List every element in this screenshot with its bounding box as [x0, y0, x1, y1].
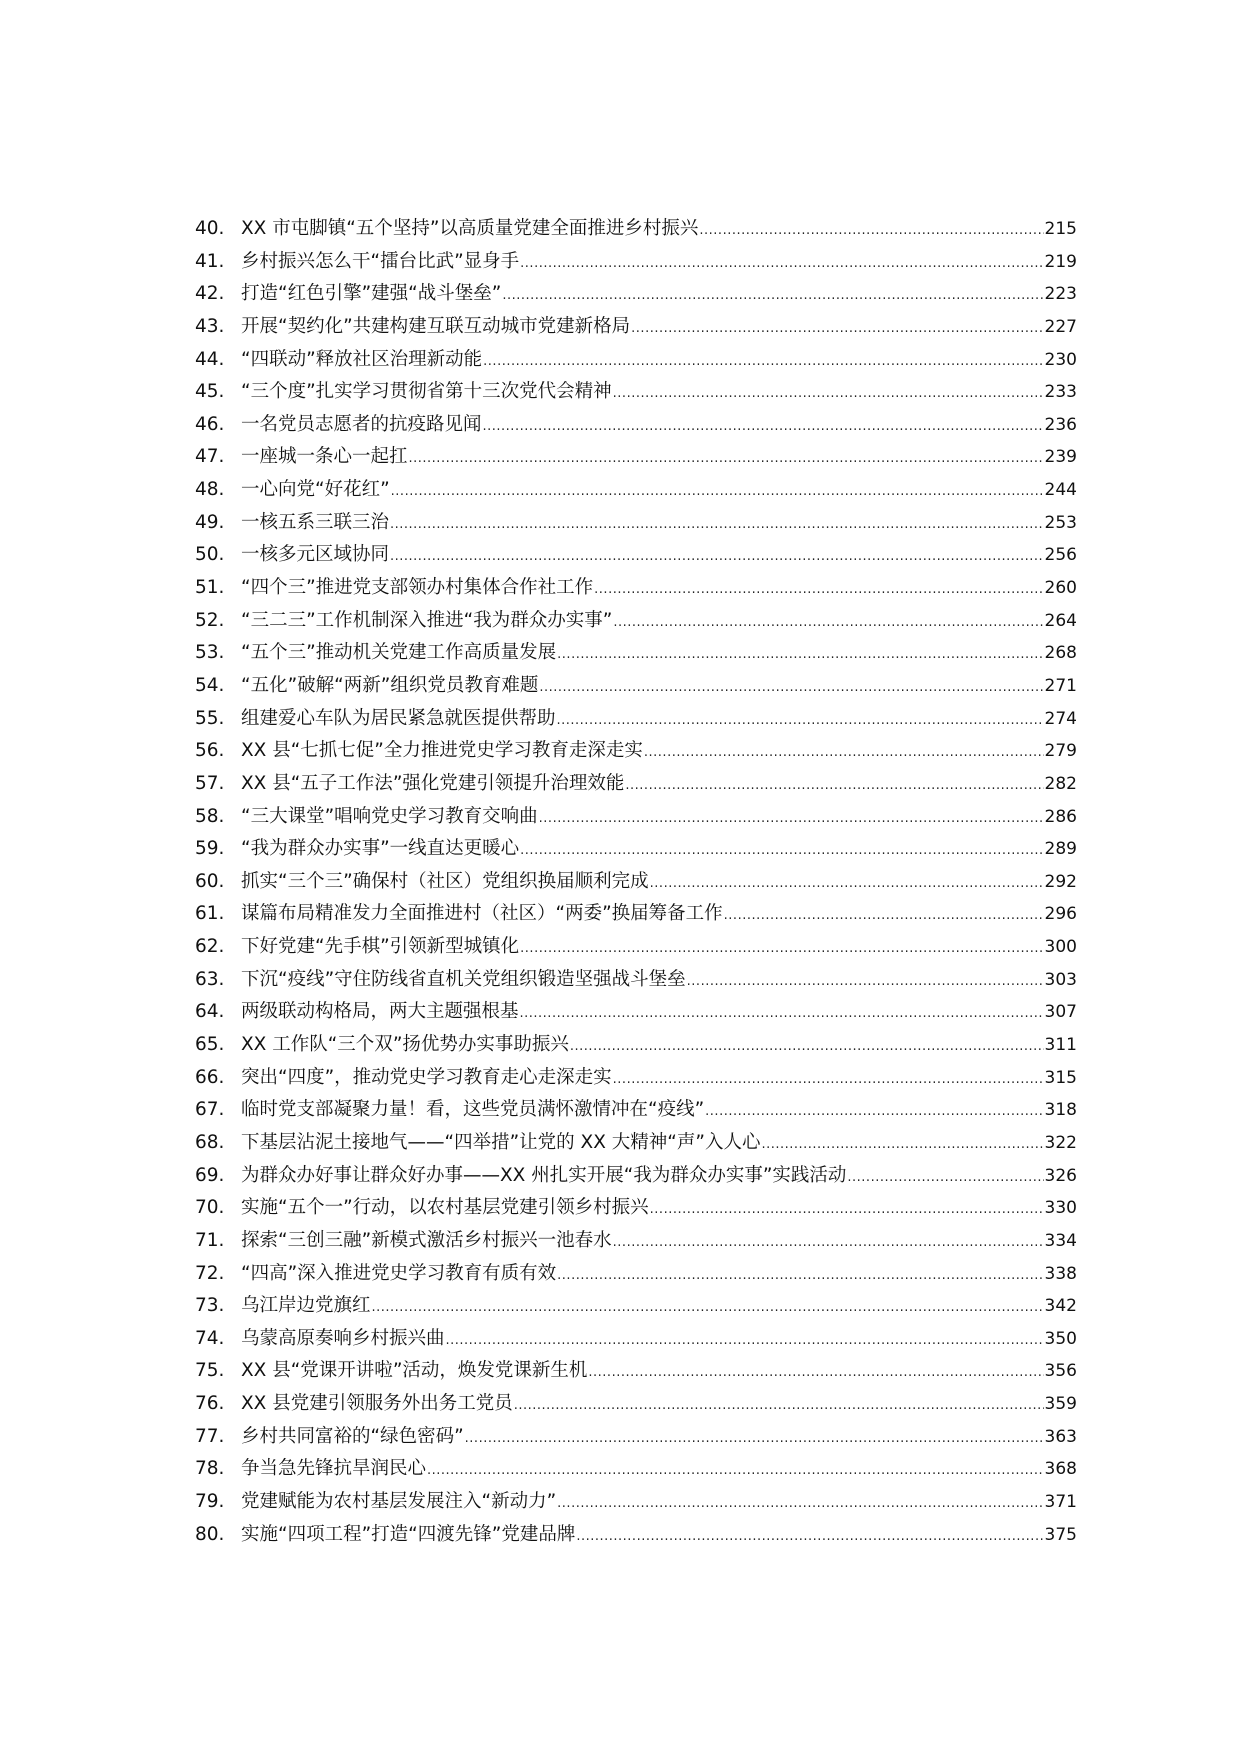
toc-entry-title: “三二三”工作机制深入推进“我为群众办实事” — [241, 609, 613, 631]
toc-entry[interactable] — [195, 1290, 1077, 1323]
toc-entry-title: 两级联动构格局，两大主题强根基 — [241, 1001, 519, 1023]
toc-entry[interactable] — [195, 898, 1077, 931]
toc-entry-title: 乌江岸边党旗红 — [241, 1295, 371, 1317]
toc-entry-page-number: 286 — [1044, 806, 1077, 827]
toc-entry-page-number: 253 — [1044, 512, 1077, 533]
toc-dot-leader — [644, 735, 1044, 770]
toc-entry-title: 一名党员志愿者的抗疫路见闻 — [241, 413, 482, 435]
toc-entry-number: 47. — [195, 446, 225, 468]
toc-entry-number: 69. — [195, 1164, 225, 1186]
toc-entry-title: 开展“契约化”共建构建互联互动城市党建新格局 — [241, 315, 631, 337]
toc-entry-number: 53. — [195, 642, 225, 664]
toc-entry-page-number: 233 — [1044, 382, 1077, 403]
toc-dot-leader — [631, 311, 1043, 346]
toc-dot-leader — [520, 833, 1043, 868]
table-of-contents — [195, 213, 1077, 1551]
toc-entry[interactable] — [195, 572, 1077, 605]
toc-entry[interactable] — [195, 1355, 1077, 1388]
toc-entry[interactable] — [195, 833, 1077, 866]
toc-entry-number: 49. — [195, 511, 225, 533]
toc-dot-leader — [761, 1127, 1043, 1162]
toc-entry-number: 46. — [195, 413, 225, 435]
toc-entry[interactable] — [195, 246, 1077, 279]
toc-entry-number: 75. — [195, 1360, 225, 1382]
toc-entry[interactable] — [195, 1192, 1077, 1225]
toc-entry-number: 77. — [195, 1425, 225, 1447]
toc-entry-title: XX 市屯脚镇“五个坚持”以高质量党建全面推进乡村振兴 — [241, 218, 699, 239]
toc-dot-leader — [390, 539, 1044, 574]
toc-entry-page-number: 326 — [1044, 1165, 1077, 1186]
toc-entry-number: 79. — [195, 1490, 225, 1512]
toc-dot-leader — [514, 1388, 1044, 1423]
toc-entry-page-number: 223 — [1044, 284, 1077, 305]
toc-dot-leader — [557, 703, 1044, 738]
toc-entry-number: 57. — [195, 772, 225, 794]
toc-entry-title: 为群众办好事让群众好办事——XX 州扎实开展“我为群众办实事”实践活动 — [241, 1164, 847, 1186]
toc-entry-title: “我为群众办实事”一线直达更暖心 — [241, 838, 520, 860]
toc-entry-page-number: 368 — [1044, 1459, 1077, 1480]
toc-entry-title: 突出“四度”，推动党史学习教育走心走深走实 — [241, 1066, 612, 1088]
toc-dot-leader — [613, 1062, 1044, 1097]
toc-entry-page-number: 239 — [1044, 447, 1077, 468]
toc-entry-title: 实施“四项工程”打造“四渡先锋”党建品牌 — [241, 1523, 576, 1545]
toc-entry-number: 66. — [195, 1066, 225, 1088]
toc-entry-page-number: 282 — [1044, 773, 1077, 794]
toc-entry-number: 71. — [195, 1229, 225, 1251]
toc-entry[interactable] — [195, 1388, 1077, 1421]
toc-entry-page-number: 300 — [1044, 937, 1077, 958]
toc-entry[interactable] — [195, 637, 1077, 670]
toc-entry[interactable] — [195, 605, 1077, 638]
toc-entry-title: “三个度”扎实学习贯彻省第十三次党代会精神 — [241, 381, 612, 403]
toc-entry-title: “四高”深入推进党史学习教育有质有效 — [241, 1262, 557, 1284]
toc-entry-page-number: 338 — [1044, 1263, 1077, 1284]
toc-entry-number: 80. — [195, 1523, 225, 1545]
toc-dot-leader — [847, 1160, 1043, 1195]
toc-dot-leader — [372, 1290, 1044, 1325]
toc-entry[interactable] — [195, 213, 1077, 246]
toc-entry-page-number: 230 — [1044, 349, 1077, 370]
toc-entry-title: 党建赋能为农村基层发展注入“新动力” — [241, 1490, 557, 1512]
toc-entry-page-number: 279 — [1044, 741, 1077, 762]
toc-dot-leader — [650, 866, 1044, 901]
toc-entry-title: 组建爱心车队为居民紧急就医提供帮助 — [241, 707, 556, 729]
toc-entry-page-number: 296 — [1044, 904, 1077, 925]
toc-entry-title: “三大课堂”唱响党史学习教育交响曲 — [241, 805, 538, 827]
toc-entry-number: 73. — [195, 1295, 225, 1317]
toc-entry[interactable] — [195, 474, 1077, 507]
toc-entry-page-number: 227 — [1044, 316, 1077, 337]
toc-entry-page-number: 342 — [1044, 1296, 1077, 1317]
toc-entry[interactable] — [195, 441, 1077, 474]
toc-entry-title: 下好党建“先手棋”引领新型城镇化 — [241, 936, 520, 958]
toc-dot-leader — [613, 605, 1043, 640]
toc-entry-page-number: 322 — [1044, 1132, 1077, 1153]
toc-entry[interactable] — [195, 931, 1077, 964]
toc-dot-leader — [557, 1258, 1043, 1293]
toc-entry-number: 42. — [195, 283, 225, 305]
toc-entry-number: 58. — [195, 805, 225, 827]
toc-entry-title: 临时党支部凝聚力量！看，这些党员满怀激情冲在“疫线” — [241, 1099, 705, 1121]
toc-entry-page-number: 315 — [1044, 1067, 1077, 1088]
toc-entry-number: 68. — [195, 1131, 225, 1153]
toc-entry[interactable] — [195, 1258, 1077, 1291]
toc-entry-page-number: 274 — [1044, 708, 1077, 729]
toc-entry-number: 45. — [195, 381, 225, 403]
toc-entry-number: 70. — [195, 1197, 225, 1219]
toc-entry-page-number: 334 — [1044, 1230, 1077, 1251]
toc-dot-leader — [650, 1192, 1044, 1227]
toc-entry-number: 41. — [195, 250, 225, 272]
toc-entry[interactable] — [195, 1486, 1077, 1519]
toc-dot-leader — [483, 409, 1044, 444]
toc-entry-page-number: 330 — [1044, 1198, 1077, 1219]
toc-entry-page-number: 307 — [1044, 1002, 1077, 1023]
toc-entry-number: 56. — [195, 740, 225, 762]
toc-entry-page-number: 375 — [1044, 1524, 1077, 1545]
toc-entry-number: 52. — [195, 609, 225, 631]
toc-dot-leader — [557, 637, 1043, 672]
toc-entry-page-number: 363 — [1044, 1426, 1077, 1447]
toc-entry-number: 62. — [195, 936, 225, 958]
toc-entry-title: 下基层沾泥土接地气——“四举措”让党的 XX 大精神“声”入人心 — [241, 1131, 761, 1153]
toc-dot-leader — [483, 344, 1043, 379]
toc-entry-page-number: 359 — [1044, 1394, 1077, 1415]
toc-entry-page-number: 289 — [1044, 839, 1077, 860]
toc-entry-number: 65. — [195, 1034, 225, 1056]
toc-entry-title: XX 工作队“三个双”扬优势办实事助振兴 — [241, 1034, 569, 1056]
toc-entry-page-number: 256 — [1044, 545, 1077, 566]
toc-entry[interactable] — [195, 801, 1077, 834]
toc-entry[interactable] — [195, 409, 1077, 442]
toc-dot-leader — [390, 507, 1044, 542]
toc-entry-title: 下沉“疫线”守住防线省直机关党组织锻造坚强战斗堡垒 — [241, 968, 686, 990]
toc-entry-title: 乡村共同富裕的“绿色密码” — [241, 1425, 464, 1447]
toc-entry[interactable] — [195, 996, 1077, 1029]
toc-entry-page-number: 318 — [1044, 1100, 1077, 1121]
toc-entry-page-number: 260 — [1044, 578, 1077, 599]
toc-entry[interactable] — [195, 670, 1077, 703]
toc-entry-title: “四个三”推进党支部领办村集体合作社工作 — [241, 577, 594, 599]
toc-entry-number: 74. — [195, 1327, 225, 1349]
toc-entry-page-number: 219 — [1044, 251, 1077, 272]
toc-entry[interactable] — [195, 768, 1077, 801]
toc-entry-number: 48. — [195, 479, 225, 501]
toc-entry[interactable] — [195, 376, 1077, 409]
toc-entry-number: 40. — [195, 218, 225, 239]
toc-entry-page-number: 271 — [1044, 675, 1077, 696]
toc-entry-page-number: 303 — [1044, 969, 1077, 990]
toc-dot-leader — [613, 1225, 1044, 1260]
toc-dot-leader — [391, 474, 1044, 509]
toc-dot-leader — [520, 996, 1044, 1031]
toc-dot-leader — [613, 376, 1044, 411]
toc-dot-leader — [687, 964, 1044, 999]
toc-dot-leader — [520, 246, 1043, 281]
toc-dot-leader — [576, 1519, 1043, 1554]
toc-entry[interactable] — [195, 1225, 1077, 1258]
toc-entry[interactable] — [195, 1453, 1077, 1486]
toc-entry-number: 59. — [195, 838, 225, 860]
toc-entry-title: “五化”破解“两新”组织党员教育难题 — [241, 674, 539, 696]
toc-dot-leader — [625, 768, 1043, 803]
toc-entry-page-number: 350 — [1044, 1328, 1077, 1349]
toc-entry[interactable] — [195, 1323, 1077, 1356]
toc-entry-number: 60. — [195, 870, 225, 892]
toc-dot-leader — [594, 572, 1043, 607]
toc-entry-page-number: 356 — [1044, 1361, 1077, 1382]
toc-dot-leader — [427, 1453, 1044, 1488]
toc-dot-leader — [588, 1355, 1043, 1390]
toc-entry-title: XX 县“七抓七促”全力推进党史学习教育走深走实 — [241, 740, 643, 762]
toc-entry[interactable] — [195, 278, 1077, 311]
toc-entry[interactable] — [195, 507, 1077, 540]
toc-entry-title: XX 县“五子工作法”强化党建引领提升治理效能 — [241, 772, 625, 794]
toc-entry-page-number: 264 — [1044, 610, 1077, 631]
toc-entry[interactable] — [195, 1519, 1077, 1552]
toc-entry-number: 67. — [195, 1099, 225, 1121]
toc-entry-title: 实施“五个一”行动，以农村基层党建引领乡村振兴 — [241, 1197, 649, 1219]
toc-entry-title: 谋篇布局精准发力全面推进村（社区）“两委”换届筹备工作 — [241, 903, 723, 925]
toc-entry[interactable] — [195, 735, 1077, 768]
toc-dot-leader — [539, 801, 1044, 836]
toc-dot-leader — [502, 278, 1043, 313]
toc-entry-title: 打造“红色引擎”建强“战斗堡垒” — [241, 283, 502, 305]
toc-entry-number: 64. — [195, 1001, 225, 1023]
toc-entry-number: 61. — [195, 903, 225, 925]
toc-entry-number: 43. — [195, 315, 225, 337]
toc-entry[interactable] — [195, 344, 1077, 377]
toc-entry-title: 乌蒙高原奏响乡村振兴曲 — [241, 1327, 445, 1349]
toc-entry[interactable] — [195, 964, 1077, 997]
toc-entry-page-number: 371 — [1044, 1491, 1077, 1512]
toc-entry-number: 76. — [195, 1393, 225, 1415]
toc-dot-leader — [557, 1486, 1043, 1521]
toc-entry-title: 一心向党“好花红” — [241, 479, 390, 501]
toc-entry-page-number: 244 — [1044, 480, 1077, 501]
toc-entry-title: 一核五系三联三治 — [241, 511, 390, 533]
toc-entry-title: 乡村振兴怎么干“擂台比武”显身手 — [241, 250, 520, 272]
toc-entry[interactable] — [195, 1127, 1077, 1160]
toc-entry-number: 63. — [195, 968, 225, 990]
toc-entry[interactable] — [195, 1421, 1077, 1454]
toc-entry[interactable] — [195, 1029, 1077, 1062]
toc-entry-page-number: 215 — [1044, 219, 1077, 239]
toc-dot-leader — [446, 1323, 1044, 1358]
toc-entry-title: XX 县“党课开讲啦”活动，焕发党课新生机 — [241, 1360, 588, 1382]
toc-entry-title: 争当急先锋抗旱润民心 — [241, 1458, 427, 1480]
toc-entry[interactable] — [195, 1094, 1077, 1127]
toc-entry[interactable] — [195, 703, 1077, 736]
toc-entry-number: 55. — [195, 707, 225, 729]
toc-entry-title: 探索“三创三融”新模式激活乡村振兴一池春水 — [241, 1229, 612, 1251]
toc-entry-number: 78. — [195, 1458, 225, 1480]
toc-entry-page-number: 292 — [1044, 871, 1077, 892]
toc-entry-title: XX 县党建引领服务外出务工党员 — [241, 1393, 513, 1415]
toc-dot-leader — [409, 441, 1044, 476]
toc-entry[interactable] — [195, 1062, 1077, 1095]
toc-entry-number: 72. — [195, 1262, 225, 1284]
toc-entry[interactable] — [195, 1160, 1077, 1193]
toc-entry-page-number: 236 — [1044, 414, 1077, 435]
toc-dot-leader — [465, 1421, 1044, 1456]
toc-entry-title: “四联动”释放社区治理新动能 — [241, 348, 483, 370]
toc-dot-leader — [520, 931, 1043, 966]
toc-entry-title: 抓实“三个三”确保村（社区）党组织换届顺利完成 — [241, 870, 649, 892]
toc-dot-leader — [570, 1029, 1044, 1064]
toc-entry-page-number: 268 — [1044, 643, 1077, 664]
toc-entry-number: 44. — [195, 348, 225, 370]
toc-entry-number: 50. — [195, 544, 225, 566]
toc-entry-title: 一座城一条心一起扛 — [241, 446, 408, 468]
toc-dot-leader — [724, 898, 1044, 933]
toc-entry-title: “五个三”推动机关党建工作高质量发展 — [241, 642, 557, 664]
toc-entry[interactable] — [195, 539, 1077, 572]
toc-dot-leader — [705, 1094, 1043, 1129]
toc-entry[interactable] — [195, 866, 1077, 899]
toc-entry-page-number: 311 — [1044, 1035, 1077, 1056]
toc-entry-number: 51. — [195, 577, 225, 599]
toc-entry-number: 54. — [195, 674, 225, 696]
toc-entry[interactable] — [195, 311, 1077, 344]
toc-dot-leader — [539, 670, 1043, 705]
toc-entry-title: 一核多元区域协同 — [241, 544, 390, 566]
toc-dot-leader — [699, 213, 1043, 248]
